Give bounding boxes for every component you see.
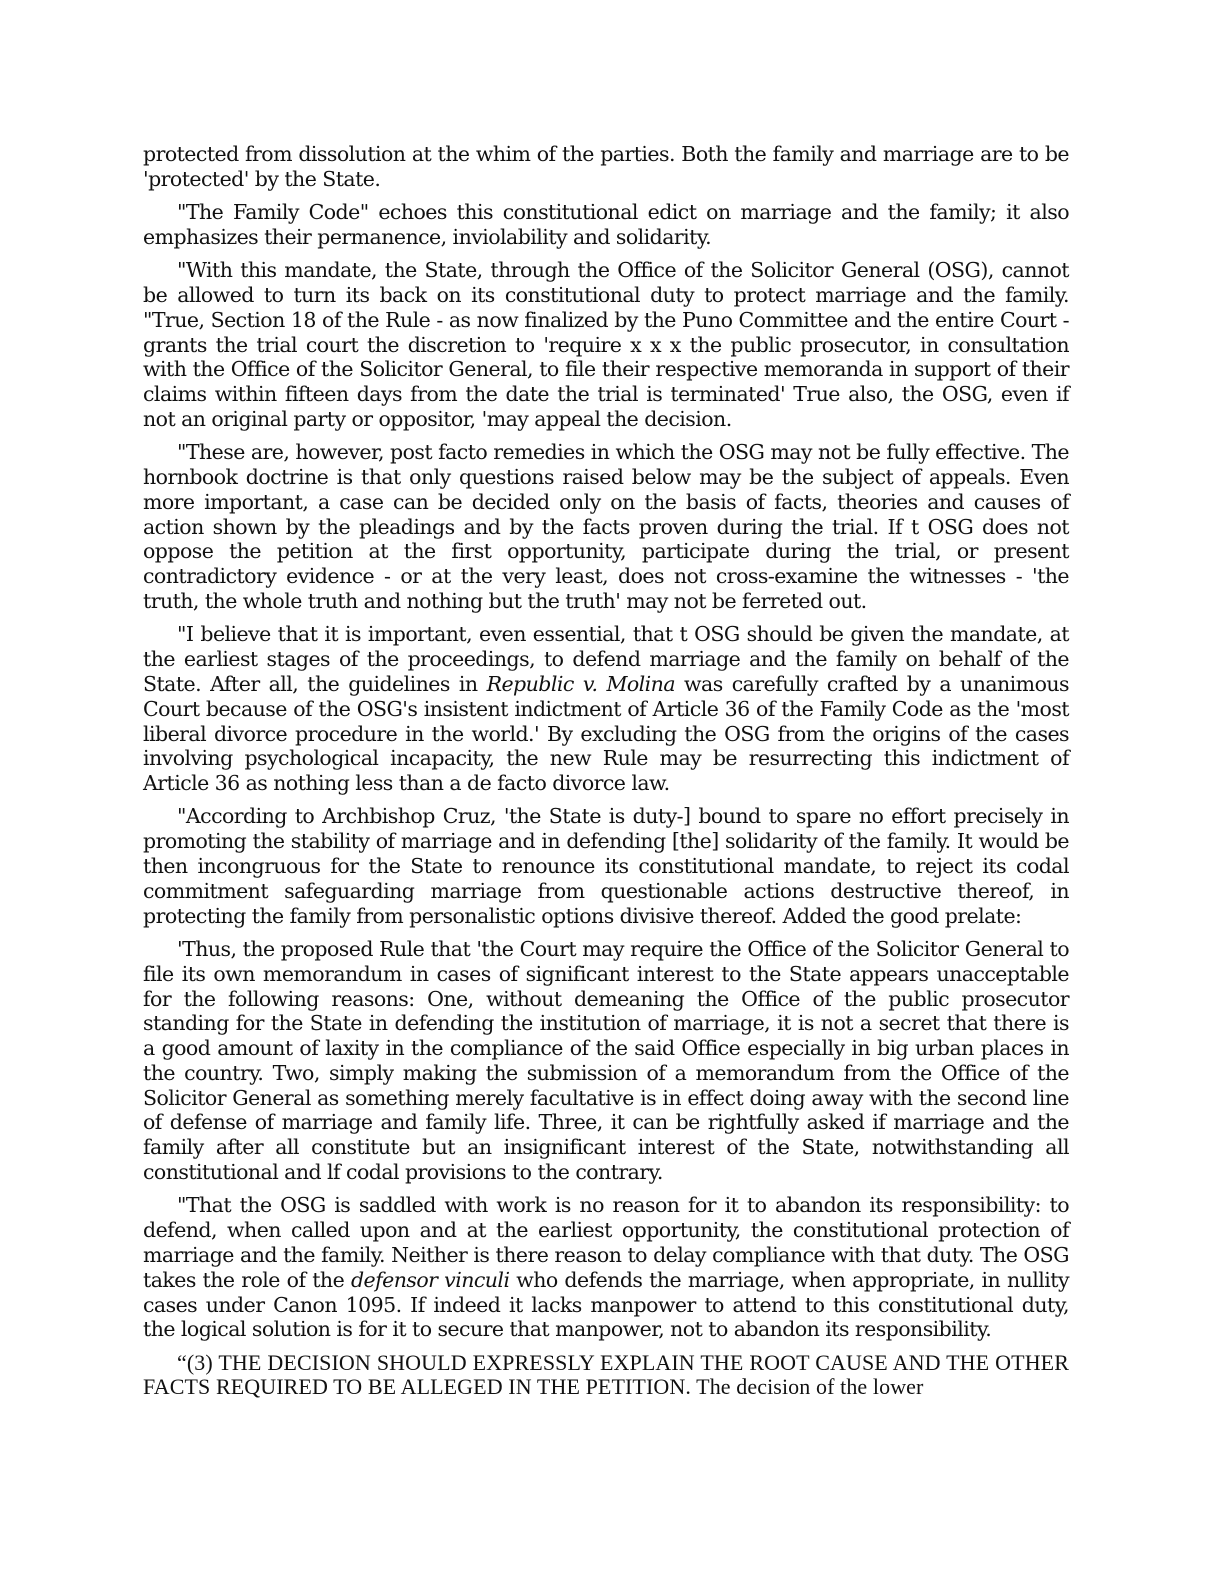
paragraph [143, 200, 1069, 250]
case-citation: Republic v. Molina [486, 671, 676, 696]
latin-term: defensor vinculi [350, 1267, 510, 1292]
paragraph-text: "The Family Code" echoes this constitutional edict on marriage and the family; it also emphasizes their permanence, inviolability and solidarity. [143, 200, 1069, 249]
paragraph [143, 937, 1069, 1185]
paragraph-text: 'Thus, the proposed Rule that 'the Court may require the Office of the Solicitor General to file its own memorandum in cases of significant interest to the State appears unacceptable for the following reasons: One, without demeaning the Office of the public prosecutor standing for the State in defending the institution of marriage, it is not a secret that there is a good amount of laxity in the compliance of the said Office especially in big urban places in the country. Two, simply making the submission of a memorandum from the Office of the Solicitor General as something merely facultative is in effect doing away with the second line of defense of marriage and family life. Three, it can be rightfully asked if marriage and the family after all constitute but an insignificant interest of the State, notwithstanding all constitutional and lf codal provisions to the contrary. [143, 936, 1069, 1185]
paragraph [143, 440, 1069, 614]
paragraph-text: “(3) THE DECISION SHOULD EXPRESSLY EXPLAIN THE ROOT CAUSE AND THE OTHER FACTS REQUIRED TO BE ALLEGED IN THE PETITION. The decision of the lower [143, 1349, 1069, 1400]
paragraph [143, 804, 1069, 928]
paragraph [143, 258, 1069, 432]
paragraph-text: "These are, however, post facto remedies in which the OSG may not be fully effective. The hornbook doctrine is that only questions raised below may be the subject of appeals. Even more important, a case can be decided only on the basis of facts, theories and causes of action shown by the pleadings and by the facts proven during the trial. If t OSG does not oppose the petition at the first opportunity, participate during the trial, or present contradictory evidence - or at the very least, does not cross-examine the witnesses - 'the truth, the whole truth and nothing but the truth' may not be ferreted out. [143, 440, 1069, 614]
paragraph-text: "According to Archbishop Cruz, 'the State is duty-] bound to spare no effort precisely in promoting the stability of marriage and in defending [the] solidarity of the family. It would be then incongruous for the State to renounce its constitutional mandate, to reject its codal commitment safeguarding marriage from questionable actions destructive thereof, in protecting the family from personalistic options divisive thereof. Added the good prelate: [143, 804, 1069, 928]
paragraph-text: who defends the marriage, when appropriate, in nullity cases under Canon 1095. If indeed it lacks manpower to attend to this constitutional duty, the logical solution is for it to secure that manpower, not to abandon its responsibility. [143, 1267, 1069, 1342]
paragraph-text: "I believe that it is important, even essential, that t OSG should be given the mandate, at the earliest stages of the proceedings, to defend marriage and the family on behalf of the State. After all, the guidelines in [143, 622, 1069, 696]
paragraph [143, 142, 1069, 192]
paragraph-text: protected from dissolution at the whim of the parties. Both the family and marriage are to be 'protected' by the State. [143, 142, 1069, 191]
paragraph-text: was carefully crafted by a unanimous Court because of the OSG's insistent indictment of Article 36 of the Family Code as the 'most liberal divorce procedure in the world.' By excluding the OSG from the origins of the cases involving psychological incapacity, the new Rule may be resurrecting this indictment of Article 36 as nothing less than a de facto divorce law. [143, 671, 1069, 796]
document-page [143, 142, 1069, 1409]
paragraph [143, 1193, 1069, 1342]
paragraph [143, 622, 1069, 796]
paragraph-text: "That the OSG is saddled with work is no reason for it to abandon its responsibility: to defend, when called upon and at the earliest opportunity, the constitutional protection of marriage and the family. Neither is there reason to delay compliance with that duty. The OSG takes the role of the [143, 1193, 1069, 1292]
paragraph [143, 1351, 1069, 1401]
paragraph-text: "With this mandate, the State, through the Office of the Solicitor General (OSG), cannot be allowed to turn its back on its constitutional duty to protect marriage and the family. "True, Section 18 of the Rule - as now finalized by the Puno Committee and the entire Court - grants the trial court the discretion to 'require x x x the public prosecutor, in consultation with the Office of the Solicitor General, to file their respective memoranda in support of their claims within fifteen days from the date the trial is terminated' True also, the OSG, even if not an original party or oppositor, 'may appeal the decision. [143, 258, 1069, 431]
